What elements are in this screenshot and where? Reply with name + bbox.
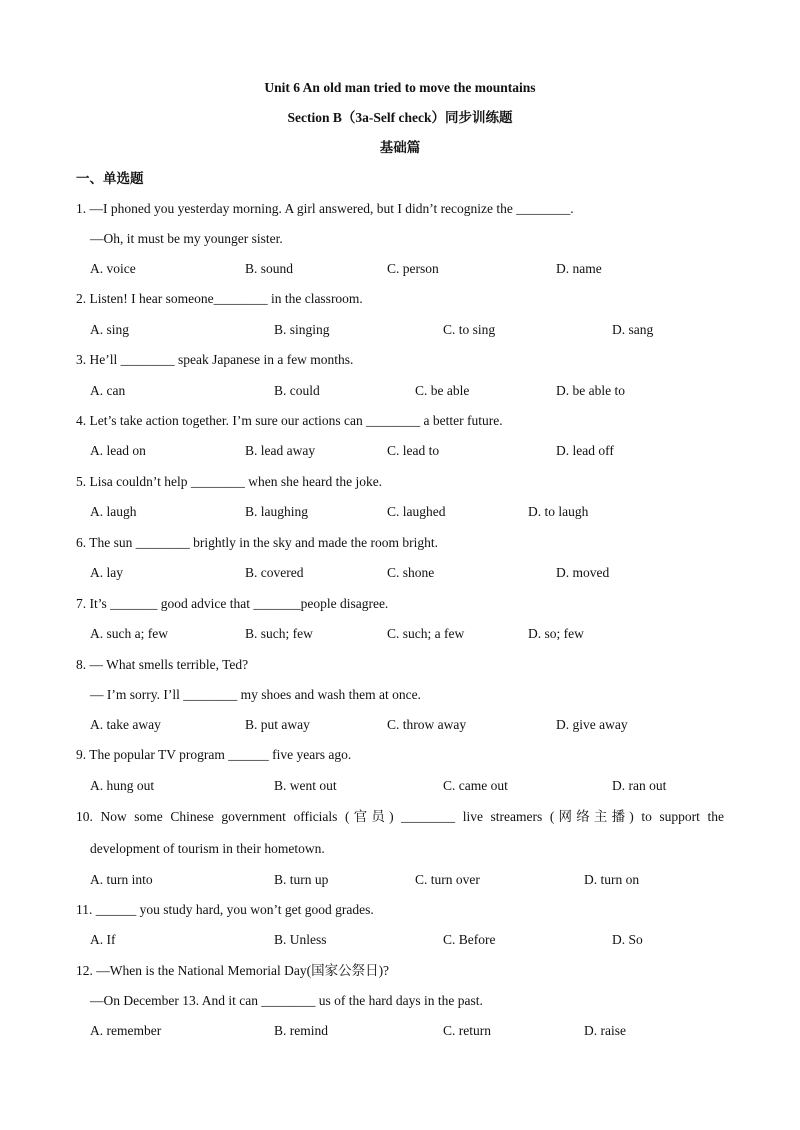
question-6-option-d: D. moved — [556, 565, 610, 580]
question-4-option-c: C. lead to — [387, 443, 440, 458]
question-8-option-a: A. take away — [90, 717, 161, 732]
question-6-stem: 6. The sun ________ brightly in the sky and made the room bright. — [76, 535, 438, 550]
question-10-option-d: D. turn on — [584, 872, 640, 887]
question-4-stem: 4. Let’s take action together. I’m sure our actions can ________ a better future. — [76, 413, 503, 428]
question-7-option-c: C. such; a few — [387, 626, 465, 641]
question-6-option-a: A. lay — [90, 565, 123, 580]
question-2-stem: 2. Listen! I hear someone________ in the classroom. — [76, 291, 363, 306]
question-6-option-c: C. shone — [387, 565, 435, 580]
question-2-option-a: A. sing — [90, 322, 130, 337]
question-8-continuation: — I’m sorry. I’ll ________ my shoes and wash them at once. — [90, 687, 421, 702]
unit-title: Unit 6 An old man tried to move the mountains — [264, 80, 536, 95]
question-10-option-b: B. turn up — [274, 872, 329, 887]
question-12-continuation: —On December 13. And it can ________ us of the hard days in the past. — [90, 993, 483, 1008]
question-4-option-d: D. lead off — [556, 443, 614, 458]
question-6-option-b: B. covered — [245, 565, 304, 580]
question-9-option-a: A. hung out — [90, 778, 155, 793]
question-11-stem: 11. ______ you study hard, you won’t get good grades. — [76, 902, 374, 917]
question-5-option-c: C. laughed — [387, 504, 446, 519]
question-4-option-b: B. lead away — [245, 443, 316, 458]
question-11-option-d: D. So — [612, 932, 643, 947]
question-3-option-d: D. be able to — [556, 383, 625, 398]
question-2-option-c: C. to sing — [443, 322, 496, 337]
question-9-stem: 9. The popular TV program ______ five years ago. — [76, 747, 352, 762]
question-9-option-d: D. ran out — [612, 778, 667, 793]
question-1-option-d: D. name — [556, 261, 602, 276]
question-10-continuation: development of tourism in their hometown. — [90, 841, 325, 856]
question-2-option-d: D. sang — [612, 322, 654, 337]
question-9-option-c: C. came out — [443, 778, 508, 793]
question-7-option-a: A. such a; few — [90, 626, 168, 641]
question-4-option-a: A. lead on — [90, 443, 146, 458]
question-12-stem: 12. —When is the National Memorial Day(国家公祭日)? — [76, 963, 390, 978]
question-11-option-c: C. Before — [443, 932, 496, 947]
question-10-option-c: C. turn over — [415, 872, 480, 887]
question-5-option-a: A. laugh — [90, 504, 137, 519]
question-8-option-b: B. put away — [245, 717, 310, 732]
question-1-option-b: B. sound — [245, 261, 294, 276]
question-2-option-b: B. singing — [274, 322, 330, 337]
question-11-option-a: A. If — [90, 932, 116, 947]
question-1-stem: 1. —I phoned you yesterday morning. A girl answered, but I didn’t recognize the ________. — [76, 201, 574, 216]
question-5-stem: 5. Lisa couldn’t help ________ when she heard the joke. — [76, 474, 383, 489]
question-3-option-c: C. be able — [415, 383, 470, 398]
question-10-stem: 10. Now some Chinese government officials (官员) ________ live streamers (网络主播) to support the — [76, 809, 724, 824]
question-5-option-b: B. laughing — [245, 504, 308, 519]
question-12-option-d: D. raise — [584, 1023, 626, 1038]
question-12-option-a: A. remember — [90, 1023, 162, 1038]
question-3-stem: 3. He’ll ________ speak Japanese in a few months. — [76, 352, 354, 367]
level-title: 基础篇 — [379, 140, 421, 155]
question-8-stem: 8. — What smells terrible, Ted? — [76, 657, 249, 672]
question-8-option-d: D. give away — [556, 717, 628, 732]
section-title: Section B（3a-Self check）同步训练题 — [287, 110, 513, 125]
question-11-option-b: B. Unless — [274, 932, 327, 947]
part-heading: 一、单选题 — [76, 171, 144, 186]
question-3-option-a: A. can — [90, 383, 126, 398]
question-1-continuation: —Oh, it must be my younger sister. — [90, 231, 283, 246]
question-12-option-c: C. return — [443, 1023, 491, 1038]
question-12-option-b: B. remind — [274, 1023, 328, 1038]
question-8-option-c: C. throw away — [387, 717, 467, 732]
question-7-option-d: D. so; few — [528, 626, 584, 641]
question-3-option-b: B. could — [274, 383, 320, 398]
question-5-option-d: D. to laugh — [528, 504, 589, 519]
question-9-option-b: B. went out — [274, 778, 337, 793]
question-1-option-c: C. person — [387, 261, 439, 276]
question-7-stem: 7. It’s _______ good advice that _______people disagree. — [76, 596, 389, 611]
question-10-option-a: A. turn into — [90, 872, 153, 887]
question-7-option-b: B. such; few — [245, 626, 313, 641]
question-1-option-a: A. voice — [90, 261, 136, 276]
